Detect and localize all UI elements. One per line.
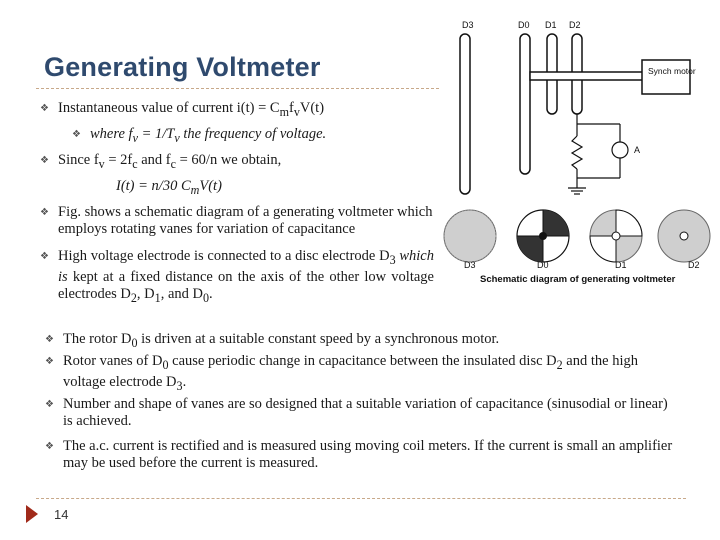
voltmeter-schematic xyxy=(440,16,712,286)
page-number: 14 xyxy=(54,507,69,522)
label-d3-bottom: D3 xyxy=(464,260,476,270)
subbullet-frequency: ❖ where $f_v = 1/T_v$ the frequency of voltage. xyxy=(72,126,327,145)
bullet-current: ❖ Instantaneous value of current $i(t) = C_mf_vV(t)$ xyxy=(40,100,325,119)
bullet-icon: ❖ xyxy=(45,356,54,367)
disc-d2 xyxy=(658,210,710,262)
bullet-icon: ❖ xyxy=(40,251,49,262)
bullet-rotor: ❖ The rotor $D_0$ is driven at a suitable constant speed by a synchronous motor. xyxy=(45,331,500,350)
bullet-since: ❖ Since $f_v = 2f_c$ and $f_c = 60/n$ we obtain, xyxy=(40,152,282,171)
label-d1-top: D1 xyxy=(545,20,557,30)
bullet-vanes: ❖ Rotor vanes of $D_0$ cause periodic change in capacitance between the insulated disc $D_2$ and the high voltage electrode $D_3$. xyxy=(45,353,638,393)
current-equation: I(t) = n/30 $C_mV(t)$ xyxy=(116,178,222,197)
footer-divider xyxy=(36,498,686,499)
ammeter-icon xyxy=(612,142,628,158)
page-title: Generating Voltmeter xyxy=(44,52,321,82)
bullet-icon: ❖ xyxy=(40,103,49,114)
diagram-caption: Schematic diagram of generating voltmeter xyxy=(480,274,676,285)
label-d0-bottom: D0 xyxy=(537,260,549,270)
label-d3-top: D3 xyxy=(462,20,474,30)
label-d0-top: D0 xyxy=(518,20,530,30)
bullet-icon: ❖ xyxy=(45,334,54,345)
resistor xyxy=(572,136,582,169)
bullet-icon: ❖ xyxy=(40,207,49,218)
bullet-rectified: ❖ The a.c. current is rectified and is measured using moving coil meters. If the current is small an amplifier may be used before the current is measured. xyxy=(45,438,673,471)
label-ammeter: A xyxy=(634,145,641,155)
label-motor: Synch motor xyxy=(648,66,696,76)
disc-d1 xyxy=(590,210,642,262)
bullet-icon: ❖ xyxy=(72,129,81,140)
plate-d3 xyxy=(460,34,470,194)
bullet-fig: ❖ Fig. shows a schematic diagram of a generating voltmeter which employs rotating vanes for variation of capacitance xyxy=(40,204,433,237)
bullet-icon: ❖ xyxy=(45,399,54,410)
bullet-shape: ❖ Number and shape of vanes are so designed that a suitable variation of capacitance (sinusodial or linear) is achieved. xyxy=(45,396,668,429)
plate-d0 xyxy=(520,34,530,174)
label-d1-bottom: D1 xyxy=(615,260,627,270)
motor-shaft xyxy=(530,72,646,80)
label-d2-top: D2 xyxy=(569,20,581,30)
bullet-icon: ❖ xyxy=(45,441,54,452)
title-divider xyxy=(36,88,439,89)
disc-d0 xyxy=(517,210,569,262)
bullet-high-voltage: ❖ High voltage electrode is connected to a disc electrode $D_3$ which is kept at a fixed distance on the axis of the other low voltage electrodes $D_2$, $D_1$, and $D_0$. xyxy=(40,248,434,305)
disc-d3 xyxy=(444,210,496,262)
page-arrow-icon xyxy=(26,505,38,523)
bullet-icon: ❖ xyxy=(40,155,49,166)
label-d2-bottom: D2 xyxy=(688,260,700,270)
